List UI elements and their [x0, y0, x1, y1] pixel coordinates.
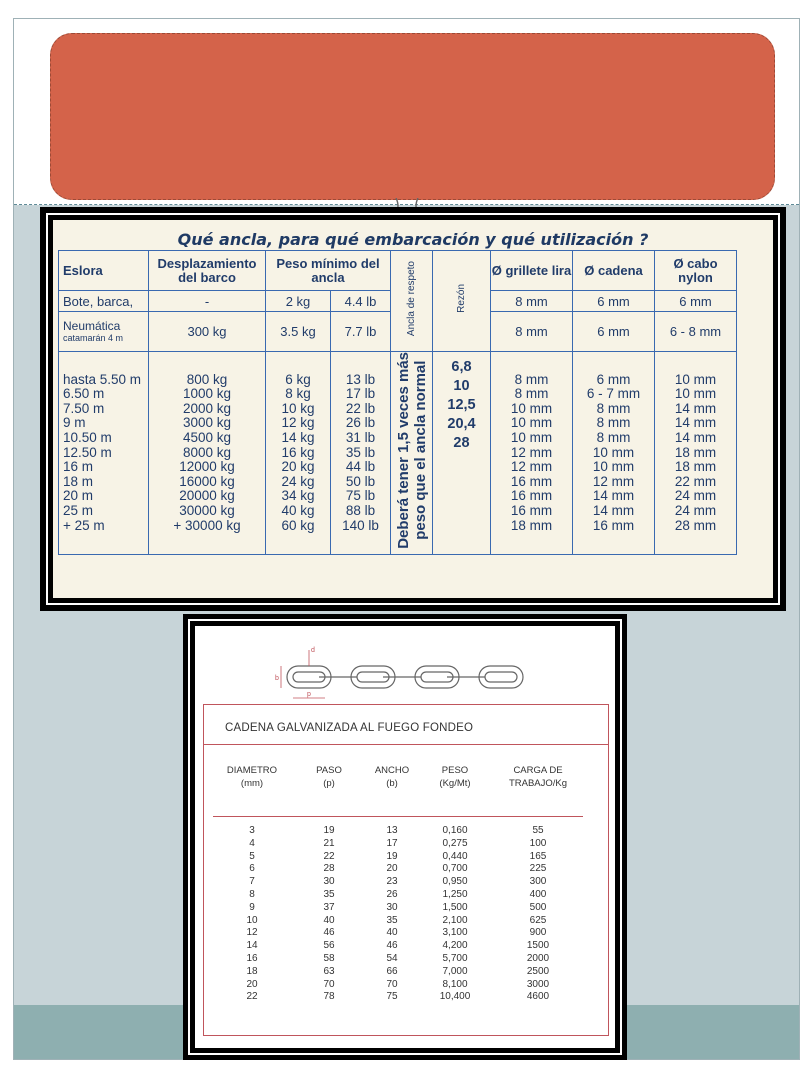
header-grillete: Ø grillete lira [491, 251, 573, 291]
desplazamiento-cell-5: 4500 kg [182, 430, 232, 445]
paso-cell-8: 40 [323, 914, 335, 926]
cadena-cell-10: 14 mm [592, 502, 635, 518]
ancho-cell-6: 26 [386, 888, 398, 900]
ancho-cell-7: 30 [386, 901, 398, 913]
label-b: b [275, 675, 279, 682]
grillete-cell-7: 12 mm [510, 459, 553, 475]
carga-cell-6: 400 [529, 888, 547, 900]
paso-cell-1: 19 [323, 825, 335, 836]
eslora-cell-4: 9 m [63, 415, 86, 431]
label-d: d [311, 647, 315, 654]
grillete-cell-1: 8 mm [514, 371, 549, 387]
row-bote-cabo: 6 mm [655, 291, 737, 312]
kg-cell-3: 10 kg [281, 400, 315, 416]
header-peso-minimo: Peso mínimo del ancla [266, 251, 391, 291]
kg-cell-7: 20 kg [281, 459, 315, 475]
anchor-table [58, 250, 737, 555]
row-neumatica-kg: 3.5 kg [266, 312, 331, 352]
carga-cell-11: 2000 [526, 952, 550, 964]
diametro-cell-4: 6 [249, 863, 255, 875]
col-rezon [433, 352, 491, 555]
col-desplazamiento [149, 352, 266, 555]
paso-cell-13: 70 [323, 978, 335, 990]
paso-cell-5: 30 [323, 876, 335, 888]
carga-cell-1: 55 [532, 825, 544, 836]
cadena-cell-4: 8 mm [596, 415, 631, 431]
chain-table-image [183, 614, 627, 1060]
row-neumatica-cadena: 6 mm [573, 312, 655, 352]
row-neumatica-lb: 7.7 lb [331, 312, 391, 352]
carga-cell-2: 100 [529, 837, 547, 849]
ancho-cell-2: 17 [386, 837, 398, 849]
row-neumatica-cabo: 6 - 8 mm [655, 312, 737, 352]
diametro-cell-14: 22 [246, 991, 258, 1003]
header-desplazamiento: Desplazamiento del barco [149, 251, 266, 291]
carga-cell-7: 500 [529, 901, 547, 913]
grillete-cell-9: 16 mm [510, 488, 553, 504]
chain-col-carga [493, 825, 583, 1004]
col-cabo [655, 352, 737, 555]
lb-cell-11: 140 lb [342, 517, 379, 533]
lb-cell-1: 13 lb [345, 371, 376, 387]
cabo-cell-11: 28 mm [674, 517, 717, 533]
carga-cell-3: 165 [529, 850, 547, 862]
chain-header-peso: PESO (Kg/Mt) [439, 765, 471, 789]
ancho-cell-4: 20 [386, 863, 398, 875]
peso-cell-5: 0,950 [442, 876, 468, 888]
rezon-cell-1: 6,8 [451, 359, 472, 375]
lb-cell-9: 75 lb [345, 488, 376, 504]
cadena-cell-6: 10 mm [592, 444, 635, 460]
chain-table-heading: CADENA GALVANIZADA AL FUEGO FONDEO [225, 722, 474, 734]
row-bote-grillete: 8 mm [491, 291, 573, 312]
anchor-table-title: Qué ancla, para qué embarcación y qué utilización ? [177, 230, 649, 249]
cadena-cell-3: 8 mm [596, 400, 631, 416]
cabo-cell-2: 10 mm [674, 386, 717, 402]
header-rezon: Rezón [433, 251, 491, 352]
paso-cell-4: 28 [323, 863, 335, 875]
cadena-cell-8: 12 mm [592, 473, 635, 489]
col-cadena [573, 352, 655, 555]
paso-cell-6: 35 [323, 888, 335, 900]
chain-col-peso [417, 825, 493, 1004]
diametro-cell-13: 20 [246, 978, 258, 990]
peso-cell-3: 0,440 [442, 850, 468, 862]
carga-cell-8: 625 [529, 914, 547, 926]
peso-cell-13: 8,100 [442, 978, 468, 990]
eslora-cell-3: 7.50 m [63, 400, 105, 416]
cadena-cell-9: 14 mm [592, 488, 635, 504]
header-cadena: Ø cadena [573, 251, 655, 291]
kg-cell-8: 24 kg [281, 473, 315, 489]
eslora-cell-9: 20 m [63, 488, 94, 504]
peso-cell-1: 0,160 [442, 825, 468, 836]
col-kg [266, 352, 331, 555]
diametro-cell-2: 4 [249, 837, 255, 849]
eslora-cell-2: 6.50 m [63, 386, 105, 402]
row-bote-desplazamiento: - [149, 291, 266, 312]
paso-cell-2: 21 [323, 837, 335, 849]
row-bote-kg: 2 kg [266, 291, 331, 312]
header-eslora: Eslora [59, 251, 149, 291]
grillete-cell-6: 12 mm [510, 444, 553, 460]
diametro-cell-1: 3 [249, 825, 255, 836]
desplazamiento-cell-8: 16000 kg [179, 473, 235, 489]
title-placeholder[interactable] [50, 33, 775, 200]
header-cabo: Ø cabo nylon [655, 251, 737, 291]
cadena-cell-11: 16 mm [592, 517, 635, 533]
diametro-cell-3: 5 [249, 850, 255, 862]
lb-cell-10: 88 lb [345, 502, 376, 518]
col-lb [331, 352, 391, 555]
cabo-cell-9: 24 mm [674, 488, 717, 504]
peso-cell-12: 7,000 [442, 965, 468, 977]
chain-header-carga: CARGA DE TRABAJO/Kg [508, 765, 568, 789]
peso-cell-7: 1,500 [442, 901, 468, 913]
peso-cell-2: 0,275 [442, 837, 468, 849]
peso-cell-9: 3,100 [442, 927, 468, 939]
diametro-cell-6: 8 [249, 888, 255, 900]
lb-cell-6: 35 lb [345, 444, 376, 460]
desplazamiento-cell-9: 20000 kg [179, 488, 235, 504]
peso-cell-4: 0,700 [442, 863, 468, 875]
paso-cell-3: 22 [323, 850, 335, 862]
grillete-cell-5: 10 mm [510, 430, 553, 445]
row-neumatica-desplazamiento: 300 kg [149, 312, 266, 352]
eslora-cell-10: 25 m [63, 502, 94, 518]
anchor-table-sheet [53, 220, 773, 598]
grillete-cell-2: 8 mm [514, 386, 549, 402]
desplazamiento-cell-3: 2000 kg [182, 400, 232, 416]
chain-header-ancho: ANCHO (b) [374, 765, 410, 789]
anchor-table-image [40, 207, 786, 611]
diametro-cell-7: 9 [249, 901, 255, 913]
row-neumatica-eslora: Neumática catamarán 4 m [59, 312, 149, 352]
col-grillete [491, 352, 573, 555]
eslora-cell-5: 10.50 m [63, 430, 112, 445]
lb-cell-3: 22 lb [345, 400, 376, 416]
cabo-cell-6: 18 mm [674, 444, 717, 460]
desplazamiento-cell-2: 1000 kg [182, 386, 232, 402]
eslora-cell-11: + 25 m [63, 517, 105, 533]
diametro-cell-11: 16 [246, 952, 258, 964]
cabo-cell-10: 24 mm [674, 502, 717, 518]
paso-cell-14: 78 [323, 991, 335, 1003]
lb-cell-2: 17 lb [345, 386, 376, 402]
chain-heading-divider [203, 744, 609, 745]
peso-cell-10: 4,200 [442, 940, 468, 952]
cabo-cell-4: 14 mm [674, 415, 717, 431]
cadena-cell-7: 10 mm [592, 459, 635, 475]
grillete-cell-11: 18 mm [510, 517, 553, 533]
chain-header-paso: PASO (p) [316, 765, 342, 789]
row-bote-lb: 4.4 lb [331, 291, 391, 312]
grillete-cell-10: 16 mm [510, 502, 553, 518]
rezon-cell-5: 28 [453, 435, 470, 451]
ancho-cell-14: 75 [386, 991, 398, 1003]
ancho-cell-9: 40 [386, 927, 398, 939]
kg-cell-5: 14 kg [281, 430, 315, 445]
diametro-cell-5: 7 [249, 876, 255, 888]
peso-cell-8: 2,100 [442, 914, 468, 926]
kg-cell-2: 8 kg [285, 386, 311, 402]
ancho-cell-8: 35 [386, 914, 398, 926]
lb-cell-4: 26 lb [345, 415, 376, 431]
carga-cell-14: 4600 [526, 991, 550, 1003]
eslora-cell-7: 16 m [63, 459, 94, 475]
paso-cell-7: 37 [323, 901, 335, 913]
desplazamiento-cell-1: 800 kg [186, 371, 228, 387]
desplazamiento-cell-7: 12000 kg [179, 459, 235, 475]
peso-cell-11: 5,700 [442, 952, 468, 964]
rezon-cell-4: 20,4 [447, 416, 476, 432]
rezon-cell-3: 12,5 [447, 397, 476, 413]
diametro-cell-9: 12 [246, 927, 258, 939]
lb-cell-8: 50 lb [345, 473, 376, 489]
diametro-cell-8: 10 [246, 914, 258, 926]
ancho-cell-13: 70 [386, 978, 398, 990]
carga-cell-4: 225 [529, 863, 547, 875]
ancho-cell-1: 13 [386, 825, 398, 836]
peso-cell-6: 1,250 [442, 888, 468, 900]
desplazamiento-cell-11: + 30000 kg [173, 517, 241, 533]
carga-cell-13: 3000 [526, 978, 550, 990]
grillete-cell-8: 16 mm [510, 473, 553, 489]
cabo-cell-3: 14 mm [674, 400, 717, 416]
carga-cell-9: 900 [529, 927, 547, 939]
eslora-cell-1: hasta 5.50 m [63, 371, 142, 387]
chain-col-paso [291, 825, 367, 1004]
chain-col-diametro [213, 825, 291, 1004]
kg-cell-11: 60 kg [281, 517, 315, 533]
kg-cell-1: 6 kg [285, 371, 311, 387]
carga-cell-5: 300 [529, 876, 547, 888]
ancho-cell-3: 19 [386, 850, 398, 862]
chain-col-ancho [367, 825, 417, 1004]
peso-cell-14: 10,400 [439, 991, 471, 1003]
cadena-cell-5: 8 mm [596, 430, 631, 445]
header-ancla-respeto: Ancla de respeto [391, 251, 433, 352]
label-p: p [307, 691, 311, 698]
lb-cell-7: 44 lb [345, 459, 376, 475]
kg-cell-6: 16 kg [281, 444, 315, 460]
desplazamiento-cell-10: 30000 kg [179, 502, 235, 518]
ancho-cell-12: 66 [386, 965, 398, 977]
diametro-cell-12: 18 [246, 965, 258, 977]
lb-cell-5: 31 lb [345, 430, 376, 445]
cadena-cell-1: 6 mm [596, 371, 631, 387]
col-eslora [59, 352, 149, 555]
row-bote-eslora: Bote, barca, [59, 291, 149, 312]
row-bote-cadena: 6 mm [573, 291, 655, 312]
cabo-cell-5: 14 mm [674, 430, 717, 445]
kg-cell-9: 34 kg [281, 488, 315, 504]
desplazamiento-cell-6: 8000 kg [182, 444, 232, 460]
rezon-cell-2: 10 [453, 378, 470, 394]
kg-cell-10: 40 kg [281, 502, 315, 518]
desplazamiento-cell-4: 3000 kg [182, 415, 232, 431]
eslora-cell-6: 12.50 m [63, 444, 112, 460]
chain-diagram [257, 640, 537, 710]
ancho-cell-11: 54 [386, 952, 398, 964]
row-neumatica-grillete: 8 mm [491, 312, 573, 352]
kg-cell-4: 12 kg [281, 415, 315, 431]
cabo-cell-8: 22 mm [674, 473, 717, 489]
grillete-cell-4: 10 mm [510, 415, 553, 431]
carga-cell-12: 2500 [526, 965, 550, 977]
eslora-cell-8: 18 m [63, 473, 94, 489]
chain-header-diametro: DIAMETRO (mm) [226, 765, 278, 789]
ancho-cell-5: 23 [386, 876, 398, 888]
paso-cell-12: 63 [323, 965, 335, 977]
cabo-cell-1: 10 mm [674, 371, 717, 387]
paso-cell-10: 56 [323, 940, 335, 952]
paso-cell-11: 58 [323, 952, 335, 964]
ancho-cell-10: 46 [386, 940, 398, 952]
grillete-cell-3: 10 mm [510, 400, 553, 416]
carga-cell-10: 1500 [526, 940, 550, 952]
chain-table [213, 764, 583, 1004]
chain-table-sheet [195, 626, 615, 1048]
paso-cell-9: 46 [323, 927, 335, 939]
col-ancla-respeto-note: Deberá tener 1,5 veces más peso que el ancla normal [391, 352, 433, 555]
diametro-cell-10: 14 [246, 940, 258, 952]
cabo-cell-7: 18 mm [674, 459, 717, 475]
cadena-cell-2: 6 - 7 mm [586, 386, 641, 402]
